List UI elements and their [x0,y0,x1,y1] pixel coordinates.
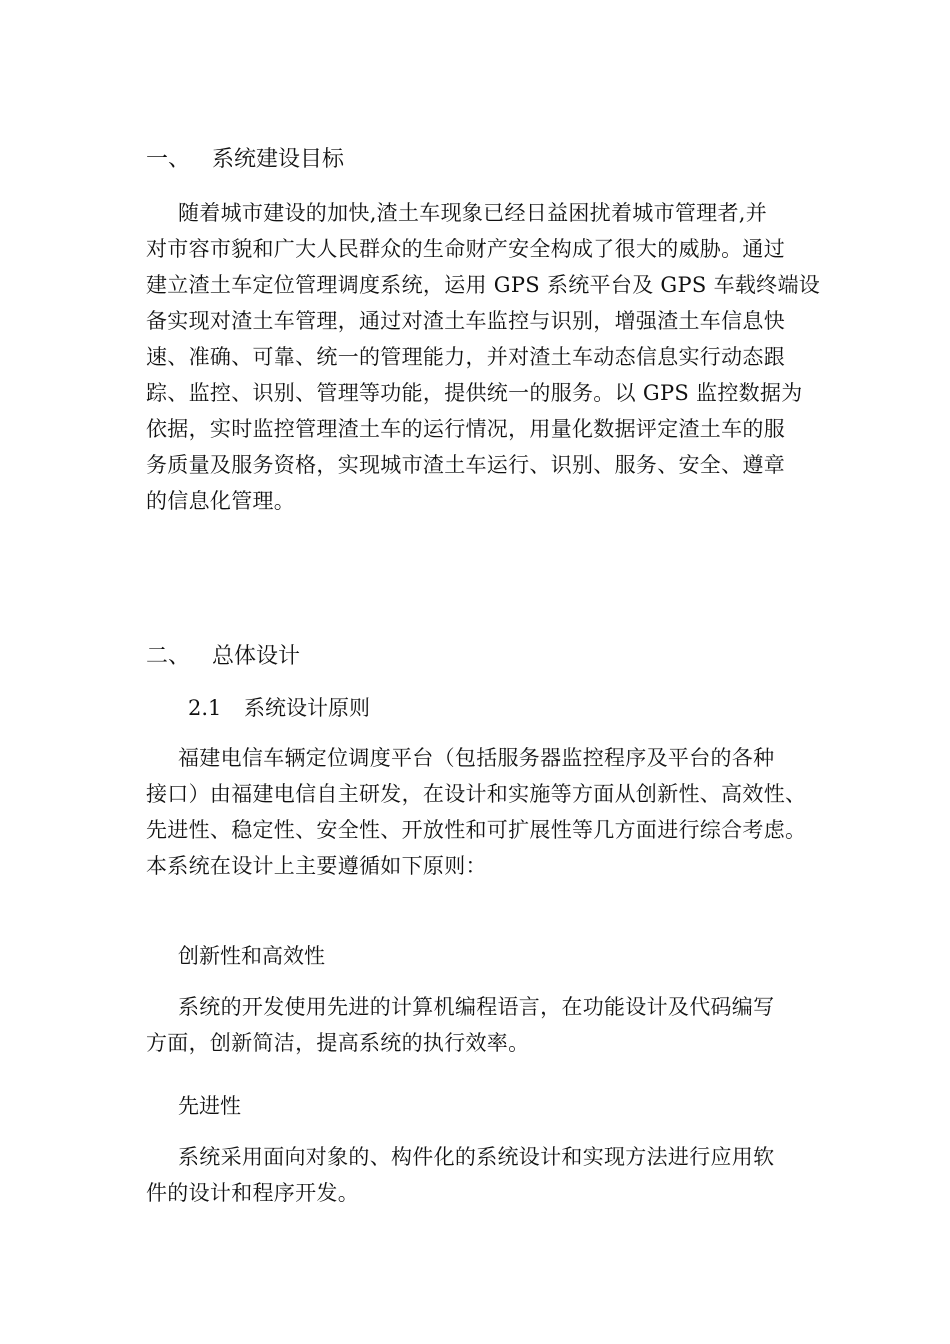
principle-1-paragraph [146,989,810,1061]
paragraph-line: 备实现对渣土车管理，通过对渣土车监控与识别，增强渣土车信息快 [146,309,785,333]
paragraph-line: 接口）由福建电信自主研发，在设计和实施等方面从创新性、高效性、 [146,782,807,806]
principle-1-label: 创新性和高效性 [178,944,325,968]
subsection-2-1-heading [188,692,370,724]
paragraph-line: 务质量及服务资格，实现城市渣土车运行、识别、服务、安全、遵章 [146,453,785,477]
paragraph-line: 对市容市貌和广大人民群众的生命财产安全构成了很大的威胁。通过 [146,237,785,261]
paragraph-line: 踪、监控、识别、管理等功能，提供统一的服务。以 GPS 监控数据为 [146,381,803,405]
paragraph-line: 方面，创新简洁，提高系统的执行效率。 [146,1031,530,1055]
paragraph-line: 建立渣土车定位管理调度系统，运用 GPS 系统平台及 GPS 车载终端设 [146,273,821,297]
principle-2-label: 先进性 [178,1094,241,1118]
section-2-title: 总体设计 [212,644,301,669]
section-1-title: 系统建设目标 [212,147,345,172]
section-1-number: 一、 [146,147,191,172]
subsection-number: 2.1 [188,696,222,720]
section-1-paragraph [146,195,821,519]
paragraph-line: 件的设计和程序开发。 [146,1181,359,1205]
paragraph-line: 系统采用面向对象的、构件化的系统设计和实现方法进行应用软 [178,1145,775,1169]
section-2-number: 二、 [146,644,191,669]
section-2-heading [146,641,300,673]
subsection-title: 系统设计原则 [244,696,370,720]
paragraph-line: 的信息化管理。 [146,489,296,513]
paragraph-line: 福建电信车辆定位调度平台（包括服务器监控程序及平台的各种 [178,746,775,770]
principle-2-paragraph [146,1139,810,1211]
section-2-intro-paragraph [146,740,810,884]
paragraph-line: 依据，实时监控管理渣土车的运行情况，用量化数据评定渣土车的服 [146,417,785,441]
paragraph-line: 速、准确、可靠、统一的管理能力，并对渣土车动态信息实行动态跟 [146,345,785,369]
section-1-heading [146,144,344,176]
paragraph-line: 本系统在设计上主要遵循如下原则： [146,854,487,878]
paragraph-line: 系统的开发使用先进的计算机编程语言，在功能设计及代码编写 [178,995,775,1019]
paragraph-line: 随着城市建设的加快,渣土车现象已经日益困扰着城市管理者,并 [178,201,768,225]
paragraph-line: 先进性、稳定性、安全性、开放性和可扩展性等几方面进行综合考虑。 [146,818,807,842]
